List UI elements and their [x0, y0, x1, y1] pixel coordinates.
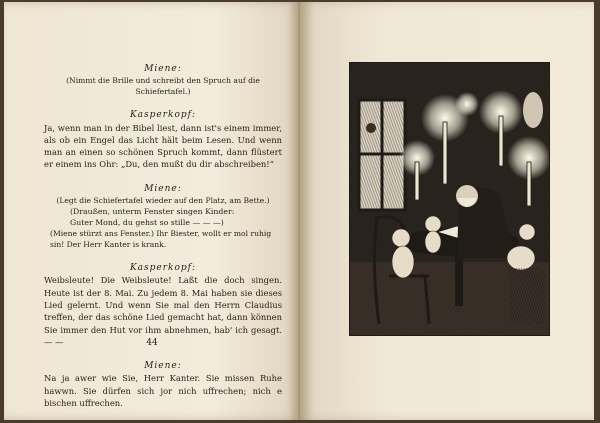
spacer [44, 97, 282, 106]
dialogue-paragraph: Weibsleute! Die Weibsleute! Laßt die doch singen. Heute ist der 8. Mai. Zu jedem 8. Mai haben sie dieses Lied gelernt. Und wenn Sie mal den Herrn Claudius treffen, der das schöne Lied gemacht hat, dann können Sie immer den Hut vor ihm abnehmen, hab' ich gesagt. — — [44, 275, 282, 347]
stage-direction: (Legt die Schiefertafel wieder auf den Platz, am Bette.) [56, 196, 270, 206]
song-verse-line: (Draußen, unterm Fenster singen Kinder: [70, 207, 235, 217]
text-column [44, 60, 282, 409]
angel-figure [523, 92, 543, 128]
mistletoe [366, 123, 376, 133]
stage-direction: (Miene stürzt ans Fenster.) Ihr Biester, wollt er mol ruhig sin! Der Herr Kanter is krank. [50, 229, 272, 250]
engraving-illustration [349, 62, 550, 336]
spacer [44, 348, 282, 357]
song-verse-line: Guter Mond, du gehst so stille — — —) [70, 218, 224, 228]
spacer [44, 250, 282, 259]
spacer [44, 171, 282, 180]
armchair [509, 268, 545, 324]
speaker-name: Miene: [144, 361, 182, 372]
speaker-name: Kasperkopf: [129, 110, 197, 121]
page-number: 44 [146, 338, 158, 348]
dialogue-paragraph: Na ja awer wie Sie, Herr Kanter. Sie missen Ruhe hawwn. Sie dürfen sich jor nich uffrechen; nich e bischen uffrechen. [44, 373, 282, 409]
window [359, 100, 405, 210]
orb-glow [455, 92, 479, 116]
dialogue-paragraph: Ja, wenn man in der Bibel liest, dann ist's einem immer, als ob ein Engel das Licht hält beim Lesen. Und wenn man an einen so schönen Spruch kommt, dann flüstert er einem ins Ohr: „Du, den mußt du dir abschreiben!“ [44, 122, 282, 170]
speaker-name: Kasperkopf: [129, 263, 197, 274]
speaker-name: Miene: [144, 64, 182, 74]
left-page [4, 2, 300, 420]
stage-direction: (Nimmt die Brille und schreibt den Spruch auf die Schiefertafel.) [66, 76, 260, 97]
speaker-name: Miene: [144, 183, 182, 194]
